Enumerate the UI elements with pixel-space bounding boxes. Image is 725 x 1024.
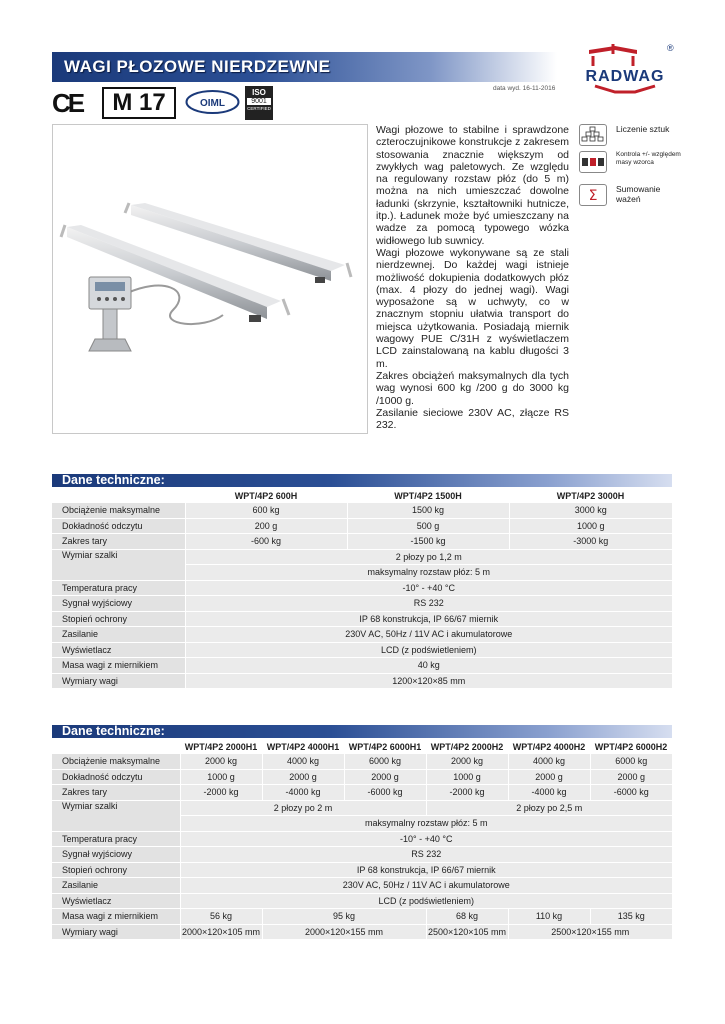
cell: IP 68 konstrukcja, IP 66/67 miernik xyxy=(185,611,672,627)
cell: 1000 g xyxy=(509,518,672,534)
issue-date: data wyd. 16-11-2016 xyxy=(493,85,556,92)
cell: 3000 kg xyxy=(509,503,672,518)
model-header: WPT/4P2 1500H xyxy=(347,488,509,503)
table-row xyxy=(52,909,672,925)
cell: LCD (z podświetleniem) xyxy=(180,893,672,909)
cell: LCD (z podświetleniem) xyxy=(185,642,672,658)
counting-icon xyxy=(579,124,607,146)
cell: 2 płozy po 2,5 m xyxy=(426,800,672,816)
cell: -6000 kg xyxy=(590,785,672,801)
cell: 2000×120×105 mm xyxy=(180,924,262,940)
row-label: Wyświetlacz xyxy=(52,642,185,658)
table-row xyxy=(52,503,672,518)
model-header: WPT/4P2 2000H1 xyxy=(180,739,262,754)
cell: 95 kg xyxy=(262,909,426,925)
table-row xyxy=(52,847,672,863)
cell: -6000 kg xyxy=(344,785,426,801)
row-label: Dokładność odczytu xyxy=(52,769,180,785)
cell: 2000 g xyxy=(262,769,344,785)
row-label: Wymiary wagi xyxy=(52,924,180,940)
cell: -10° - +40 °C xyxy=(185,580,672,596)
checkweighing-icon xyxy=(579,151,607,173)
row-label: Zasilanie xyxy=(52,627,185,643)
section-title: Dane techniczne: xyxy=(62,473,165,487)
feature-label: Sumowanie ważeń xyxy=(616,184,661,204)
cell: 2000×120×155 mm xyxy=(262,924,426,940)
cell: 2000 kg xyxy=(180,754,262,769)
table-row xyxy=(52,627,672,643)
model-header: WPT/4P2 6000H1 xyxy=(344,739,426,754)
table-row xyxy=(52,549,672,565)
cell: 110 kg xyxy=(508,909,590,925)
page-title: WAGI PŁOZOWE NIERDZEWNE xyxy=(64,57,331,76)
cell: -600 kg xyxy=(185,534,347,550)
table-row xyxy=(52,754,672,769)
table-row xyxy=(52,769,672,785)
spec-table-1 xyxy=(52,488,672,689)
cell: 600 kg xyxy=(185,503,347,518)
feature-checkweighing xyxy=(579,151,689,179)
model-header: WPT/4P2 3000H xyxy=(509,488,672,503)
cell: 2 płozy po 2 m xyxy=(180,800,426,816)
cell: 2000 g xyxy=(590,769,672,785)
table-row xyxy=(52,878,672,894)
model-header: WPT/4P2 4000H1 xyxy=(262,739,344,754)
table-row xyxy=(52,924,672,940)
row-label: Dokładność odczytu xyxy=(52,518,185,534)
cell: -4000 kg xyxy=(262,785,344,801)
cell: 40 kg xyxy=(185,658,672,674)
cell: RS 232 xyxy=(180,847,672,863)
row-label: Zakres tary xyxy=(52,785,180,801)
row-label: Sygnał wyjściowy xyxy=(52,596,185,612)
cell: 56 kg xyxy=(180,909,262,925)
sum-icon xyxy=(579,184,607,206)
cell: 68 kg xyxy=(426,909,508,925)
model-header: WPT/4P2 6000H2 xyxy=(590,739,672,754)
cell: 135 kg xyxy=(590,909,672,925)
table-row xyxy=(52,642,672,658)
cell: -2000 kg xyxy=(426,785,508,801)
feature-label: Liczenie sztuk xyxy=(616,124,670,134)
row-label: Stopień ochrony xyxy=(52,611,185,627)
cell: 230V AC, 50Hz / 11V AC i akumulatorowe xyxy=(180,878,672,894)
table-row xyxy=(52,596,672,612)
row-label: Sygnał wyjściowy xyxy=(52,847,180,863)
cell: IP 68 konstrukcja, IP 66/67 miernik xyxy=(180,862,672,878)
cell: maksymalny rozstaw płóz: 5 m xyxy=(185,565,672,581)
row-label: Wyświetlacz xyxy=(52,893,180,909)
table-row xyxy=(52,862,672,878)
cell: 6000 kg xyxy=(344,754,426,769)
cell: 1500 kg xyxy=(347,503,509,518)
table-row xyxy=(52,611,672,627)
row-label: Zakres tary xyxy=(52,534,185,550)
row-label: Temperatura pracy xyxy=(52,580,185,596)
model-header: WPT/4P2 600H xyxy=(185,488,347,503)
table-row xyxy=(52,658,672,674)
row-label: Wymiar szalki xyxy=(52,549,185,580)
table-row xyxy=(52,534,672,550)
section-title: Dane techniczne: xyxy=(62,724,165,738)
row-label: Obciążenie maksymalne xyxy=(52,503,185,518)
description-paragraph: Zasilanie sieciowe 230V AC, złącze RS 232. xyxy=(376,406,569,432)
oiml-icon xyxy=(185,90,240,114)
row-label: Wymiary wagi xyxy=(52,673,185,689)
product-photo xyxy=(52,124,368,434)
cell: -2000 kg xyxy=(180,785,262,801)
cell: 230V AC, 50Hz / 11V AC i akumulatorowe xyxy=(185,627,672,643)
cell: 1000 g xyxy=(426,769,508,785)
svg-text:OIML: OIML xyxy=(200,98,225,109)
section-heading-2 xyxy=(52,725,672,738)
row-label: Masa wagi z miernikiem xyxy=(52,909,180,925)
cell: 1000 g xyxy=(180,769,262,785)
radwag-logo xyxy=(575,40,675,98)
table-row xyxy=(52,785,672,801)
model-header: WPT/4P2 2000H2 xyxy=(426,739,508,754)
product-description xyxy=(376,124,569,431)
m17-mark: M 17 xyxy=(102,87,176,119)
logo-text: RADWAG xyxy=(585,68,665,85)
svg-text:Σ: Σ xyxy=(588,188,598,204)
cell: -1500 kg xyxy=(347,534,509,550)
cell: 1200×120×85 mm xyxy=(185,673,672,689)
cell: 200 g xyxy=(185,518,347,534)
cell: 2000 g xyxy=(508,769,590,785)
table-header-row xyxy=(52,739,672,754)
table-row xyxy=(52,518,672,534)
description-paragraph: Zakres obciążeń maksymalnych dla tych wag wynosi 600 kg /200 g do 3000 kg /1000 g. xyxy=(376,369,569,407)
table-row xyxy=(52,580,672,596)
cell: 500 g xyxy=(347,518,509,534)
svg-text:®: ® xyxy=(667,43,674,53)
row-label: Temperatura pracy xyxy=(52,831,180,847)
title-bar xyxy=(52,52,557,82)
spec-table-2 xyxy=(52,739,672,940)
iso-badge: ISO 9001 CERTIFIED xyxy=(245,86,273,120)
description-paragraph: Wagi płozowe wykonywane są ze stali nierdzewnej. Do każdej wagi istnieje możliwość dokupienia dodatkowych płóz (max. 4 płozy do jednej wagi). Wagi wyposażone są w uchwyty, co w znacznym stopniu ułatwia transport do miejsca użytkowania. Posiadają miernik wagowy PUE C/31H z wyświetlaczem LCD zainstalowaną na kablu długości 3 m. xyxy=(376,246,569,370)
weighing-indicator xyxy=(89,277,131,351)
row-label: Masa wagi z miernikiem xyxy=(52,658,185,674)
row-label: Zasilanie xyxy=(52,878,180,894)
model-header: WPT/4P2 4000H2 xyxy=(508,739,590,754)
table-row xyxy=(52,831,672,847)
cell: 2500×120×105 mm xyxy=(426,924,508,940)
feature-counting xyxy=(579,124,689,150)
row-label: Wymiar szalki xyxy=(52,800,180,831)
cell: 6000 kg xyxy=(590,754,672,769)
cell: 2000 g xyxy=(344,769,426,785)
section-heading-1 xyxy=(52,474,672,487)
cell: 4000 kg xyxy=(262,754,344,769)
ce-mark: CE xyxy=(52,88,83,118)
cell: maksymalny rozstaw płóz: 5 m xyxy=(180,816,672,832)
table-row xyxy=(52,673,672,689)
feature-sum xyxy=(579,184,689,210)
table-header-row xyxy=(52,488,672,503)
table-row xyxy=(52,800,672,816)
cell: -10° - +40 °C xyxy=(180,831,672,847)
cell: 2 płozy po 1,2 m xyxy=(185,549,672,565)
description-paragraph: Wagi płozowe to stabilne i sprawdzone czteroczujnikowe konstrukcje z zakresem stosowania znacznie większym od zwykłych wag paletowych. Ze względu na regulowany rozstaw płóz (do 5 m) można na nich umieszczać dowolne ładunki (skrzynie, kształtowniki hutnicze, itp.). Ładunek może być umieszczany na wadze za pomocą typowego wózka widłowego lub suwnicy. xyxy=(376,124,569,247)
feature-label: Kontrola +/- względem masy wzorca xyxy=(616,151,681,166)
row-label: Stopień ochrony xyxy=(52,862,180,878)
cell: -3000 kg xyxy=(509,534,672,550)
cell: 2000 kg xyxy=(426,754,508,769)
cell: 2500×120×155 mm xyxy=(508,924,672,940)
row-label: Obciążenie maksymalne xyxy=(52,754,180,769)
cell: 4000 kg xyxy=(508,754,590,769)
cell: -4000 kg xyxy=(508,785,590,801)
cell: RS 232 xyxy=(185,596,672,612)
table-row xyxy=(52,893,672,909)
